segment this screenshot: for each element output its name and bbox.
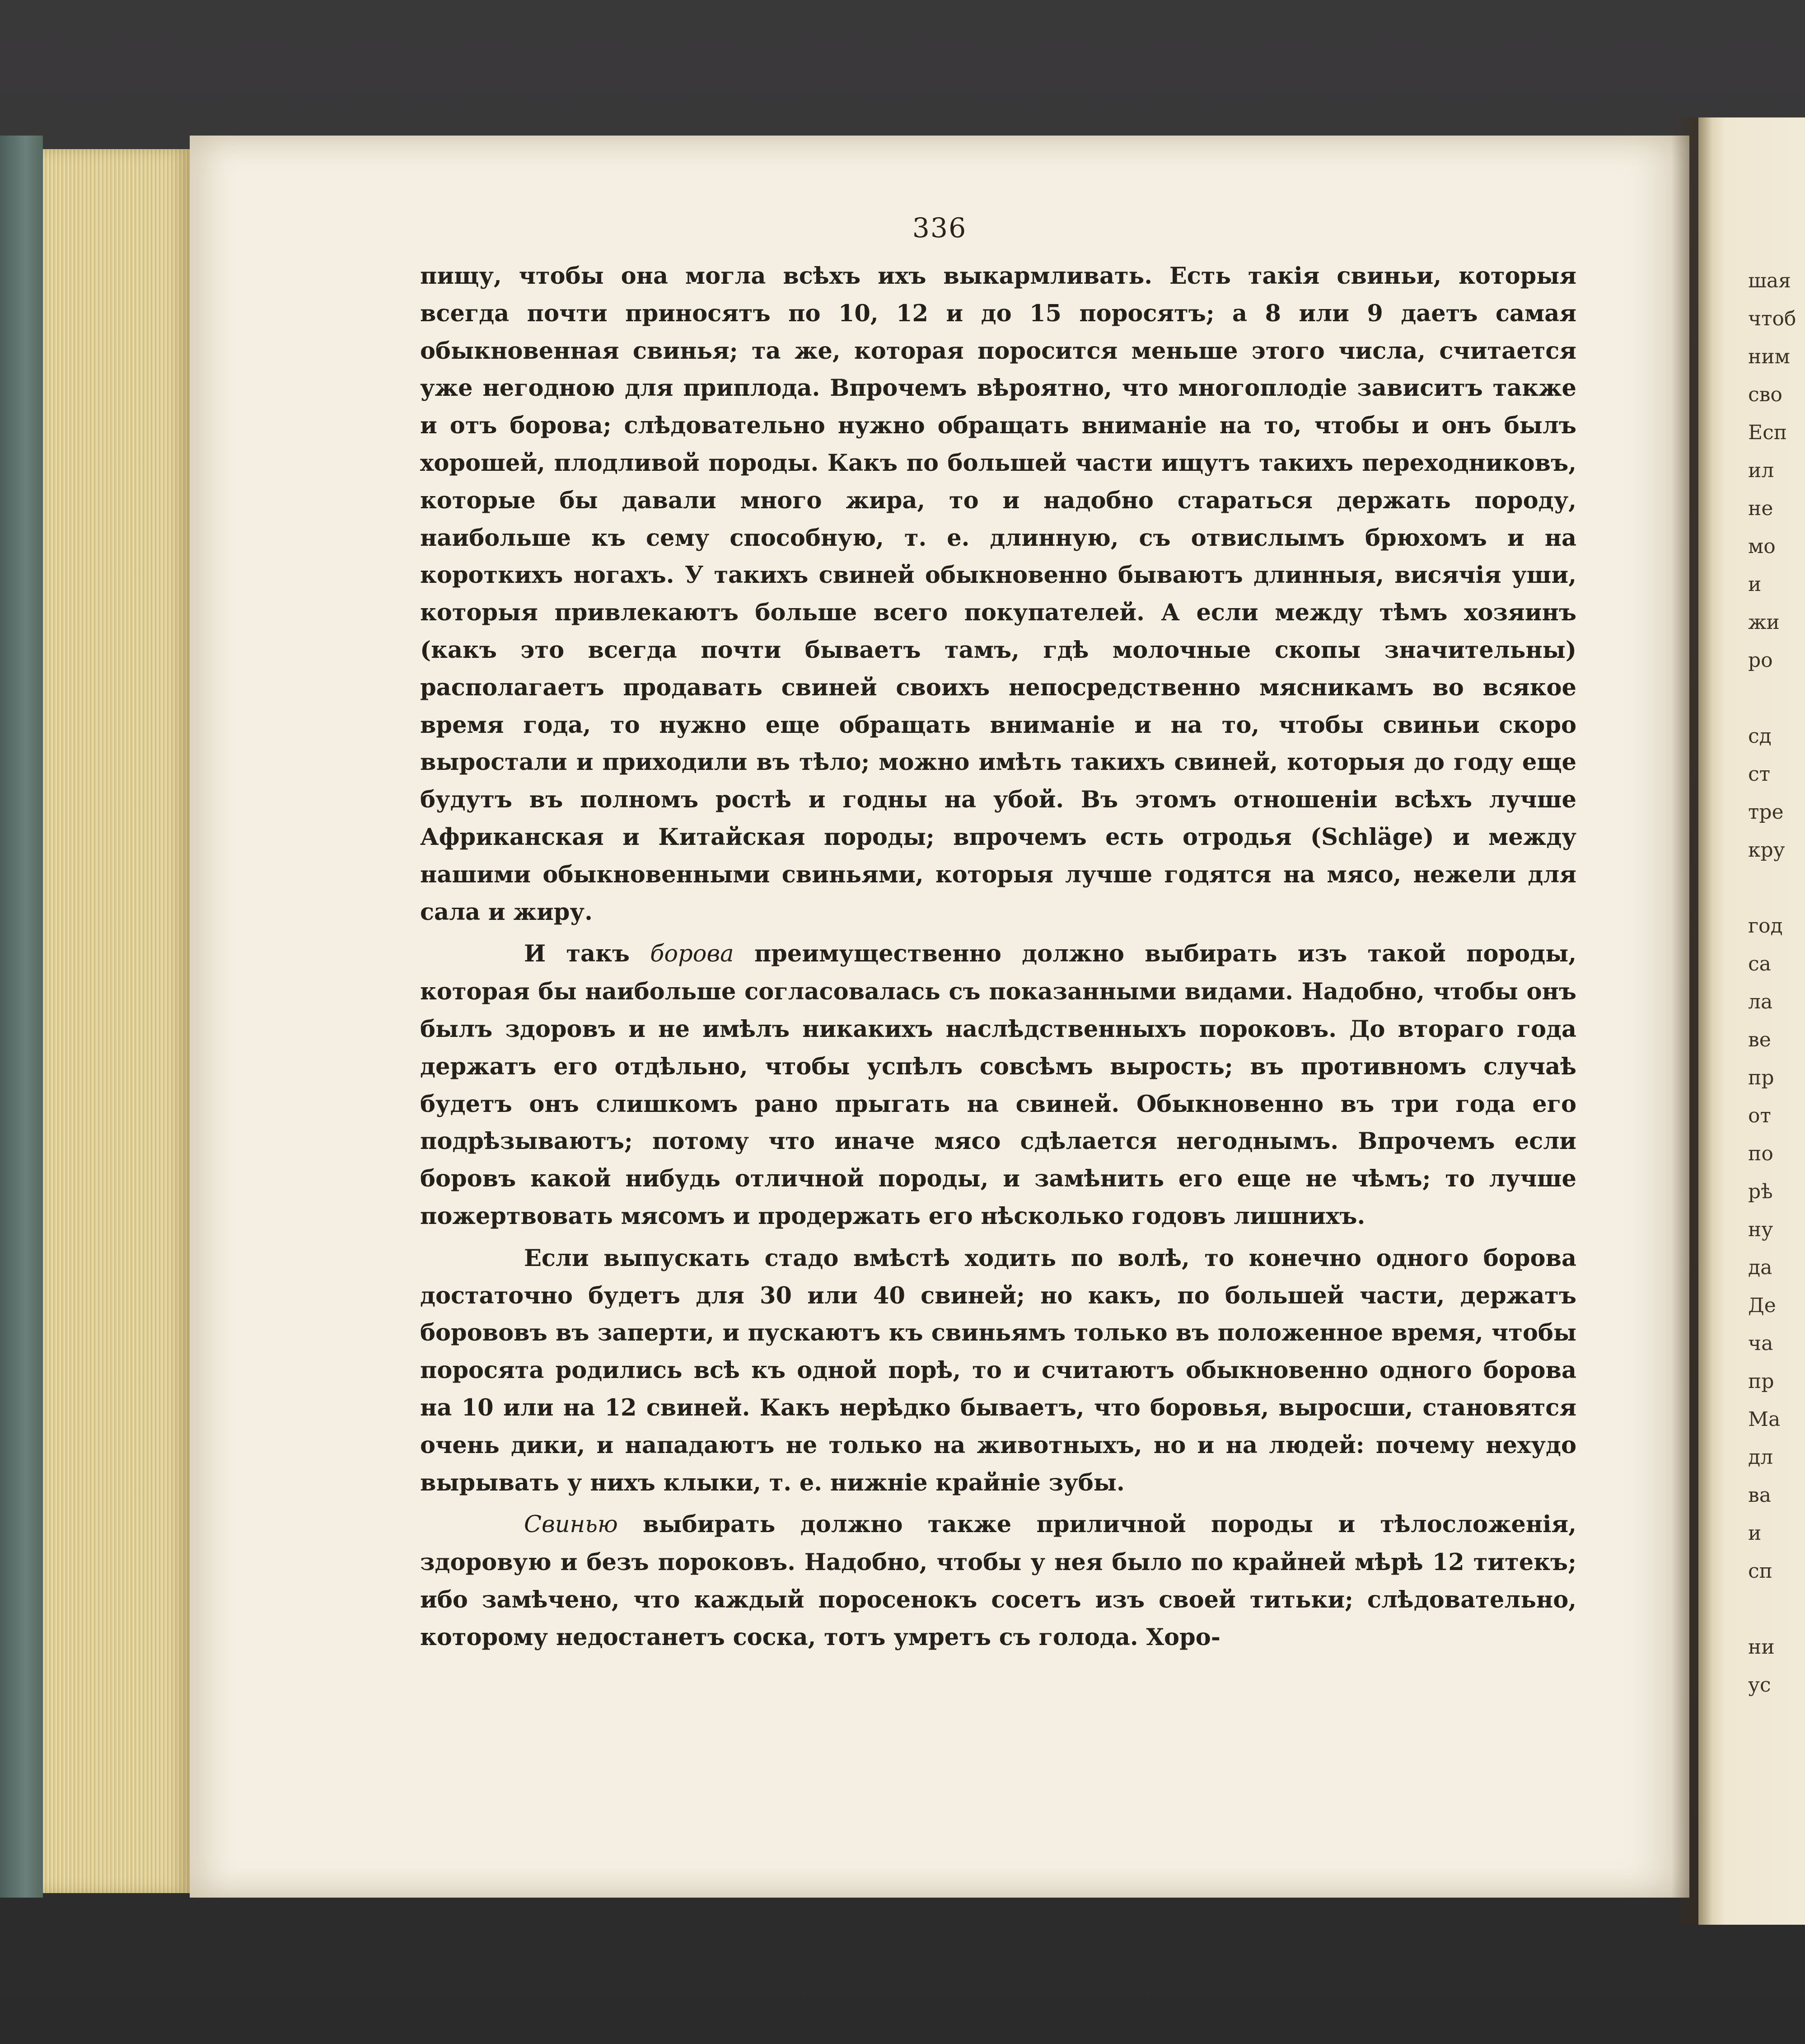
facing-line-fragment: Ма [1748, 1408, 1781, 1431]
facing-line-fragment: кру [1748, 839, 1785, 862]
facing-line-fragment: чтоб [1748, 307, 1796, 330]
page-text [420, 258, 1576, 1660]
facing-line-fragment: ро [1748, 649, 1773, 672]
text-run: выбирать должно также приличной породы и тѣлосложенія, здоровую и безъ пороковъ. Надобно, чтобы у нея было по крайней мѣрѣ 12 титекъ; ибо замѣчено, что каждый поросенокъ сосетъ изъ своей титьки; слѣдовательно, которому недостанетъ соска, тотъ умретъ съ голода. Хоро- [420, 1511, 1576, 1651]
facing-line-fragment: дл [1748, 1446, 1773, 1469]
facing-line-fragment: шая [1748, 269, 1791, 292]
facing-line-fragment [1748, 869, 1805, 907]
facing-line-fragment: са [1748, 952, 1771, 975]
italic-term: борова [650, 941, 734, 968]
facing-line-fragment: ча [1748, 1332, 1773, 1355]
facing-line-fragment: пр [1748, 1370, 1774, 1393]
facing-line-fragment: от [1748, 1104, 1771, 1127]
paragraph [420, 258, 1576, 931]
book-page [190, 136, 1689, 1898]
text-run: И такъ [524, 940, 650, 968]
facing-line-fragment: мо [1748, 535, 1776, 558]
facing-line-fragment: ст [1748, 763, 1770, 786]
facing-line-fragment: пр [1748, 1066, 1774, 1089]
italic-term: Свинью [524, 1511, 618, 1538]
facing-line-fragment: Есп [1748, 421, 1787, 444]
facing-line-fragment: сво [1748, 383, 1782, 406]
text-run: Если выпускать стадо вмѣстѣ ходить по волѣ, то конечно одного борова достаточно будетъ для 30 или 40 свиней; но какъ, по большей части, держатъ борововъ въ заперти, и пускаютъ къ свиньямъ только въ положенное время, чтобы поросята родились всѣ къ одной порѣ, то и считаютъ обыкновенно одного борова на 10 или на 12 свиней. Какъ нерѣдко бываетъ, что боровья, выросши, становятся очень дики, и нападаютъ не только на животныхъ, но и на людей: почему нехудо вырывать у нихъ клыки, т. е. нижніе крайніе зубы. [420, 1244, 1576, 1496]
facing-line-fragment: ва [1748, 1484, 1772, 1507]
facing-line-fragment: и [1748, 1522, 1762, 1545]
facing-line-fragment: ла [1748, 990, 1773, 1013]
facing-line-fragment: ни [1748, 1636, 1775, 1659]
facing-line-fragment: ил [1748, 459, 1774, 482]
facing-line-fragment [1748, 680, 1805, 717]
paragraph [420, 935, 1576, 1235]
gutter-shadow [1671, 117, 1712, 1925]
facing-line-fragment: Де [1748, 1294, 1776, 1317]
facing-line-fragment: по [1748, 1142, 1773, 1165]
page-edges [43, 149, 190, 1893]
facing-line-fragment: год [1748, 914, 1783, 938]
page-number: 336 [912, 212, 967, 244]
text-run: пищу, чтобы она могла всѣхъ ихъ выкармливать. Есть такія свиньи, которыя всегда почти приносятъ по 10, 12 и до 15 поросятъ; а 8 или 9 даетъ самая обыкновенная свинья; та же, которая поросится меньше этого числа, считается уже негодною для приплода. Впрочемъ вѣроятно, что многоплодіе зависитъ также и отъ борова; слѣдовательно нужно обращать вниманіе на то, чтобы и онъ былъ хорошей, плодливой породы. Какъ по большей части ищутъ такихъ переходниковъ, которые бы давали много жира, то и надобно стараться держать породу, наибольше къ сему способную, т. е. длинную, съ отвислымъ брюхомъ и на короткихъ ногахъ. У такихъ свиней обыкновенно бываютъ длинныя, висячія уши, которыя привлекаютъ больше всего покупателей. А если между тѣмъ хозяинъ (какъ это всегда почти бываетъ тамъ, гдѣ молочные скопы значительны) располагаетъ продавать свиней своихъ непосредственно мясникамъ во всякое время года, то нужно еще обращать вниманіе и на то, чтобы свиньи скоро выростали и приходили въ тѣло; можно имѣть такихъ свиней, которыя до году еще будутъ въ полномъ ростѣ и годны на убой. Въ этомъ отношеніи всѣхъ лучше Африканская и Китайская породы; впрочемъ есть отродья (Schläge) и между нашими обыкновенными свиньями, которыя лучше годятся на мясо, нежели для сала и жиру. [420, 263, 1576, 926]
facing-line-fragment [1748, 1590, 1805, 1628]
paragraph [420, 1240, 1576, 1502]
facing-line-fragment: ним [1748, 345, 1790, 368]
facing-line-fragment: сд [1748, 725, 1772, 748]
facing-line-fragment: и [1748, 573, 1762, 596]
facing-line-fragment: ве [1748, 1028, 1771, 1051]
facing-line-fragment: ус [1748, 1674, 1771, 1697]
facing-line-fragment: тре [1748, 801, 1784, 824]
facing-line-fragment: рѣ [1748, 1180, 1773, 1203]
paragraph [420, 1506, 1576, 1656]
facing-line-fragment: сп [1748, 1560, 1772, 1583]
facing-line-fragment: не [1748, 497, 1773, 520]
facing-line-fragment: жи [1748, 611, 1780, 634]
book-cover-left [0, 136, 43, 1898]
text-run: преимущественно должно выбирать изъ такой породы, которая бы наибольше согласовалась съ показанными видами. Надобно, чтобы онъ былъ здоровъ и не имѣлъ никакихъ наслѣдственныхъ пороковъ. До втораго года держатъ его отдѣльно, чтобы успѣлъ совсѣмъ вырость; въ противномъ случаѣ будетъ онъ слишкомъ рано прыгать на свиней. Обыкновенно въ три года его подрѣзываютъ; потому что иначе мясо сдѣлается негоднымъ. Впрочемъ если боровъ какой нибудь отличной породы, и замѣнить его еще не чѣмъ; то лучше пожертвовать мясомъ и продержать его нѣсколько годовъ лишнихъ. [420, 940, 1576, 1230]
facing-line-fragment: ну [1748, 1218, 1773, 1241]
facing-line-fragment: да [1748, 1256, 1772, 1279]
facing-page-text [1748, 262, 1805, 1798]
